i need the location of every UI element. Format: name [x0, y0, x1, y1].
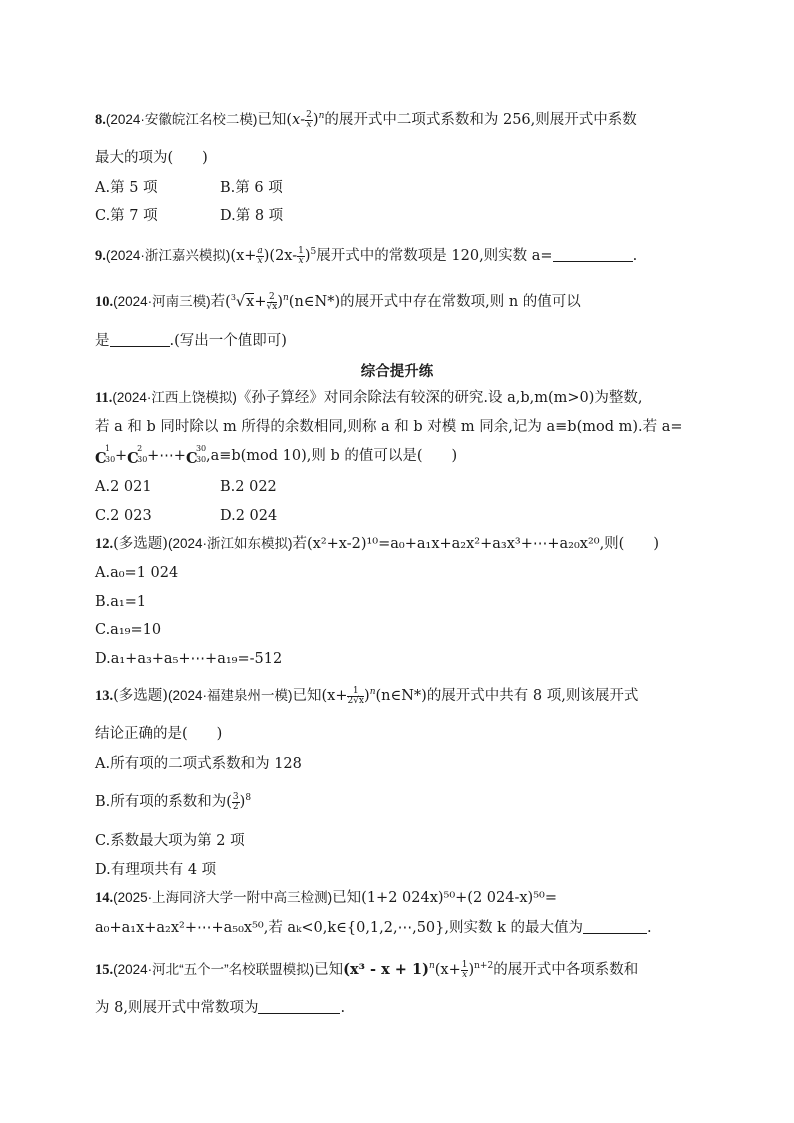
q9-fraction-1 [256, 247, 263, 266]
q8-source: (2024·安徽皖江名校二模) [105, 112, 258, 127]
q15-line2-end: . [340, 1000, 346, 1016]
q10-line2 [95, 331, 287, 351]
q8-fraction [305, 111, 313, 130]
q11-option-b[interactable]: B.2 022 [220, 479, 277, 495]
q8-line2: 最大的项为( ) [95, 150, 208, 166]
q9-end: . [632, 248, 638, 264]
q9-number: 9. [95, 248, 106, 264]
q10-frac-den: √x [266, 301, 278, 312]
q11-binom-3 [185, 444, 207, 469]
q8-text: 的展开式中二项式系数和为 256,则展开式中系数 [324, 112, 637, 128]
q10-line2-pre: 是 [95, 333, 110, 349]
q9-line [95, 246, 637, 266]
q10-fraction [267, 293, 278, 312]
q9-f1-den: x [257, 255, 263, 266]
q8-option-b[interactable]: B.第 6 项 [220, 180, 283, 196]
q10-root-body: x [246, 294, 255, 310]
q10-root-index: 3 [230, 293, 236, 303]
q10-line2-post: .(写出一个值即可) [169, 333, 287, 349]
q9-source: (2024·浙江嘉兴模拟) [105, 248, 231, 263]
q11-option-a[interactable]: A.2 021 [95, 479, 152, 495]
q12-option-a[interactable]: A.a₀=1 024 [95, 565, 179, 581]
q11-number: 11. [95, 390, 113, 406]
q10-exp: n [283, 293, 289, 304]
q13-frac-den: 2√x [347, 695, 365, 706]
q13-close: ) [364, 688, 370, 704]
q15-pre: 已知 [314, 962, 344, 978]
q13-line2: 结论正确的是( ) [95, 726, 223, 742]
q15-close: ) [468, 962, 475, 978]
q13-cond: (n∈N*) [375, 688, 427, 704]
q14-line2-end: . [647, 920, 652, 936]
q9-answer-blank[interactable] [553, 246, 633, 262]
q14-answer-blank[interactable] [583, 918, 647, 934]
q9-f1-num: a [257, 245, 263, 256]
q13-frac-num: 1 [347, 687, 364, 697]
q11-line1-text: 《孙子算经》对同余除法有较深的研究.设 a,b,m(m>0)为整数, [236, 390, 643, 406]
q11-option-c[interactable]: C.2 023 [95, 508, 152, 524]
q13-option-b-fraction [232, 793, 240, 812]
q8-frac-num: 2 [306, 109, 312, 120]
q12-line1 [95, 534, 659, 554]
q13-option-d[interactable]: D.有理项共有 4 项 [95, 862, 217, 878]
section-title: 综合提升练 [360, 364, 434, 380]
q15-poly: (x³ - x + 1) [343, 961, 429, 978]
q12-type: (多选题) [113, 536, 168, 552]
q10-frac-num: 2 [267, 293, 278, 303]
q10-line1 [95, 292, 581, 312]
q13-option-a[interactable]: A.所有项的二项式系数和为 128 [95, 756, 302, 772]
q15-frac-den: x [462, 969, 468, 980]
q11-option-d[interactable]: D.2 024 [220, 508, 278, 524]
q14-source: (2025·上海同济大学一附中高三检测) [113, 890, 333, 905]
q11-binom-2 [127, 444, 148, 469]
q15-line1 [95, 960, 638, 980]
q15-line2 [95, 998, 345, 1018]
q9-text: 展开式中的常数项是 120,则实数 a= [316, 248, 553, 264]
q13-option-b-den: 2 [232, 801, 239, 812]
q11-line3 [95, 446, 457, 469]
q14-line1 [95, 888, 557, 908]
q14-line1-text: 已知(1+2 024x)⁵⁰+(2 024-x)⁵⁰= [332, 890, 557, 906]
q10-number: 10. [95, 294, 114, 310]
q8-number: 8. [95, 112, 106, 128]
q11-binom-1-dn: 30 [105, 455, 116, 464]
q10-answer-blank[interactable] [110, 331, 170, 347]
q12-text: 若(x²+x-2)¹⁰=a₀+a₁x+a₂x²+a₃x³+⋯+a₂₀x²⁰,则( ) [292, 536, 659, 552]
q12-option-d[interactable]: D.a₁+a₃+a₅+⋯+a₁₉=-512 [95, 651, 283, 667]
q9-fraction-2 [297, 247, 305, 266]
q15-source: (2024·河北“五个一”名校联盟模拟) [113, 962, 315, 977]
q8-line1 [95, 110, 637, 130]
q13-option-b-exp: 8 [245, 793, 252, 804]
q15-frac-num: 1 [461, 959, 468, 970]
q13-fraction [347, 687, 364, 706]
q13-source: (2024·福建泉州一模) [167, 688, 293, 703]
q11-binom-2-dn: 30 [137, 455, 148, 464]
q13-type: (多选题) [113, 688, 168, 704]
q13-pre: 已知(x+ [292, 688, 348, 704]
q8-option-c[interactable]: C.第 7 项 [95, 208, 158, 224]
q13-option-b[interactable] [95, 792, 251, 812]
q15-text: 的展开式中各项系数和 [493, 962, 639, 978]
q8-minus: - [300, 112, 306, 128]
q14-line2-text: a₀+a₁x+a₂x²+⋯+a₅₀x⁵⁰,若 aₖ<0,k∈{0,1,2,⋯,50},则实数 k 的最大值为 [95, 920, 583, 936]
q12-source: (2024·浙江如东模拟) [167, 536, 293, 551]
q13-line1 [95, 686, 638, 706]
q11-binom-1-c: C [95, 450, 107, 467]
q13-option-b-pre: B.所有项的系数和为( [95, 794, 232, 810]
q9-f2-den: x [298, 255, 304, 266]
q8-frac-den: x [306, 119, 312, 130]
q13-number: 13. [95, 688, 114, 704]
q11-source: (2024·江西上饶模拟) [112, 390, 237, 405]
q13-exp: n [369, 687, 376, 698]
q15-line2-text: 为 8,则展开式中常数项为 [95, 1000, 259, 1016]
q12-option-b[interactable]: B.a₁=1 [95, 594, 147, 610]
q10-text: 的展开式中存在常数项,则 n 的值可以 [340, 294, 581, 310]
q11-binom-3-dn: 30 [195, 455, 207, 464]
q9-f2-num: 1 [298, 245, 304, 256]
q11-binom-3-c: C [185, 450, 198, 467]
q8-close: ) [312, 112, 319, 128]
q15-poly-exp: n [428, 961, 435, 972]
q8-x: x [292, 112, 301, 128]
q10-pre: 若( [210, 294, 231, 310]
q8-exp: n [318, 111, 325, 122]
q11-binom-3-up: 30 [195, 444, 207, 453]
q11-binom-1 [95, 444, 116, 469]
q8-option-a[interactable]: A.第 5 项 [95, 180, 158, 196]
q15-number: 15. [95, 962, 114, 978]
q10-plus: + [254, 294, 267, 310]
q8-option-d[interactable]: D.第 8 项 [220, 208, 284, 224]
q9-exp: 5 [310, 247, 317, 258]
q10-cond: (n∈N*) [288, 294, 341, 310]
q11-plus-1: + [115, 448, 128, 464]
q13-option-b-close: ) [239, 794, 246, 810]
q11-binom-2-up: 2 [137, 444, 143, 453]
q13-text: 的展开式中共有 8 项,则该展开式 [426, 688, 639, 704]
q12-option-c[interactable]: C.a₁₉=10 [95, 622, 162, 638]
q14-line2 [95, 918, 652, 938]
q11-binom-1-up: 1 [105, 444, 111, 453]
q15-exp2: n+2 [474, 961, 494, 972]
q12-number: 12. [95, 536, 114, 552]
q11-line3-tail: ,a≡b(mod 10),则 b 的值可以是( ) [205, 448, 458, 464]
q9-part3: ) [304, 248, 311, 264]
q11-line2: 若 a 和 b 同时除以 m 所得的余数相同,则称 a 和 b 对模 m 同余,记为 a≡b(mod m).若 a= [95, 419, 683, 435]
q14-number: 14. [95, 890, 114, 906]
q10-root-sign: √ [235, 294, 246, 310]
q10-source: (2024·河南三模) [113, 294, 211, 309]
q11-binom-2-c: C [127, 450, 139, 467]
q13-option-b-num: 3 [232, 791, 239, 802]
q9-part2: )(2x- [263, 248, 298, 264]
q13-option-c[interactable]: C.系数最大项为第 2 项 [95, 833, 245, 849]
q15-part2: (x+ [434, 962, 461, 978]
q10-close: ) [277, 294, 283, 310]
q15-answer-blank[interactable] [258, 998, 340, 1014]
q11-plus-2: +⋯+ [147, 448, 186, 464]
q11-line1 [95, 388, 643, 408]
q9-part1: (x+ [230, 248, 257, 264]
q8-pre: 已知( [257, 112, 293, 128]
